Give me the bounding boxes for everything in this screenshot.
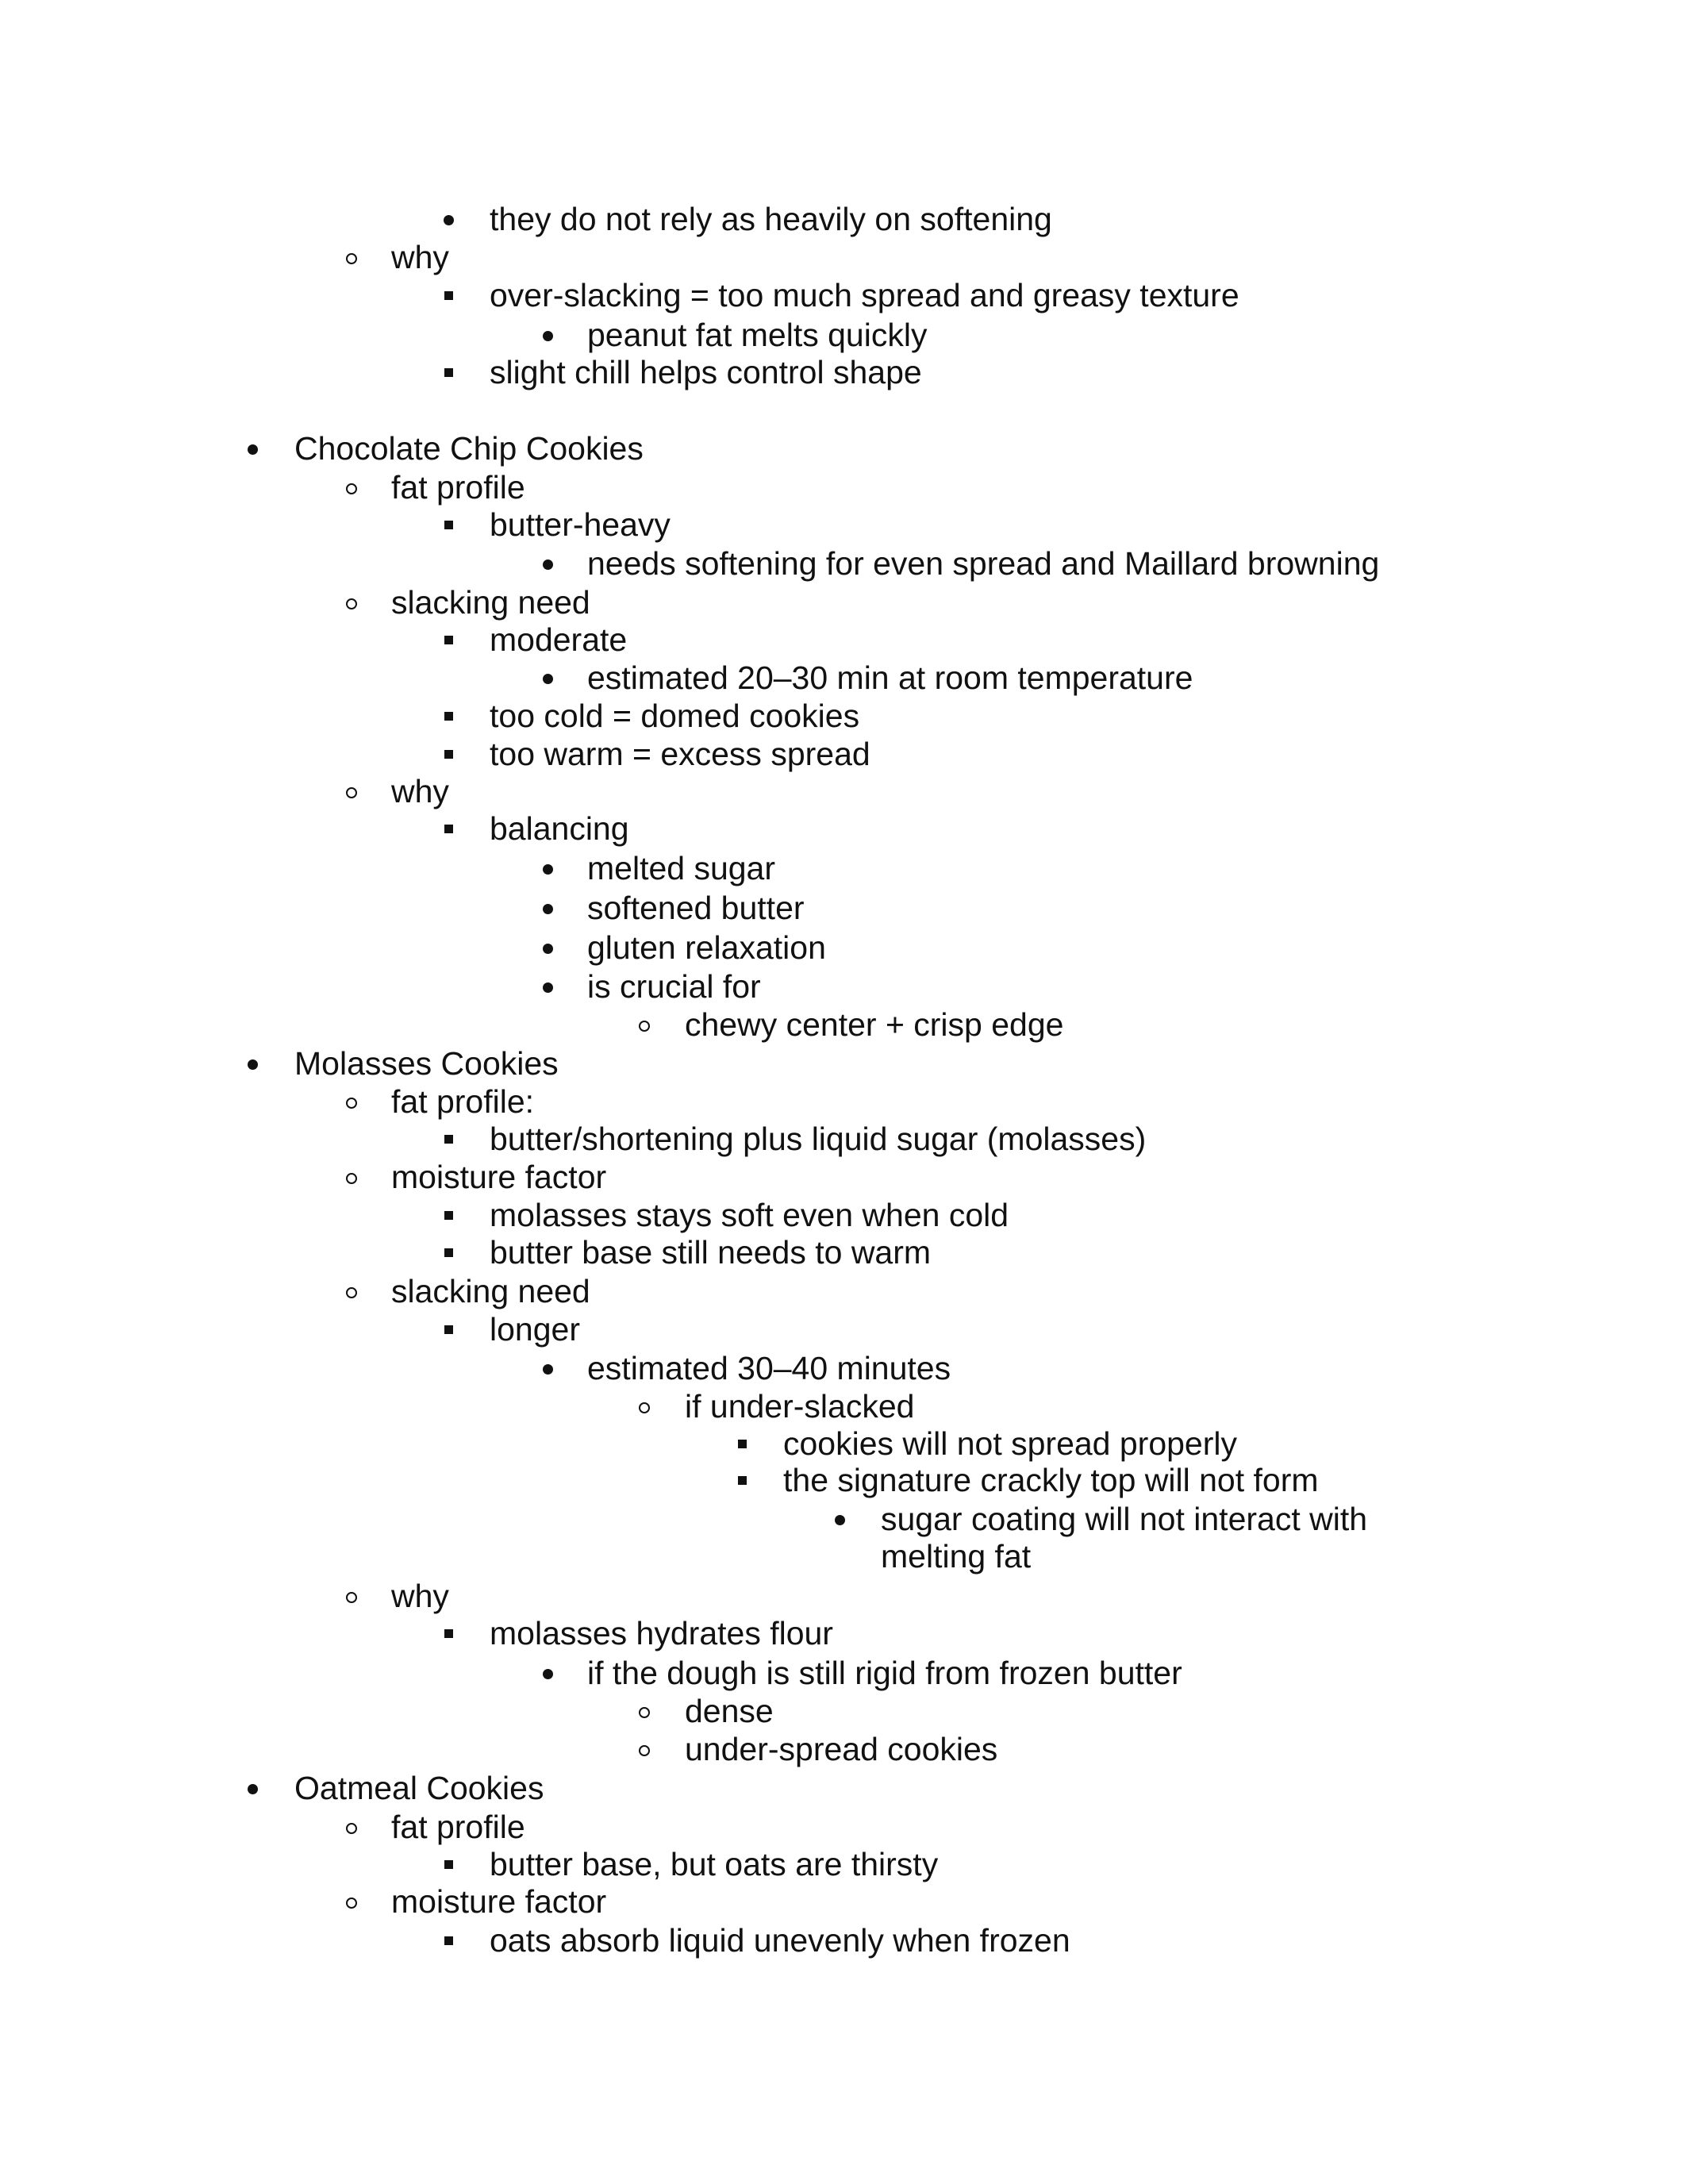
bullet-circle-icon xyxy=(628,1005,660,1044)
list-item: is crucial for xyxy=(587,968,761,1005)
list-item: slight chill helps control shape xyxy=(490,354,922,390)
bullet-square-icon xyxy=(432,809,464,848)
list-item: fat profile xyxy=(391,469,525,506)
list-item: butter/shortening plus liquid sugar (molasses) xyxy=(490,1121,1147,1157)
bullet-circle-icon xyxy=(336,238,367,276)
list-item: oats absorb liquid unevenly when frozen xyxy=(490,1922,1070,1959)
list-item: balancing xyxy=(490,810,629,847)
list-item: estimated 20–30 min at room temperature xyxy=(587,659,1193,696)
bullet-square-icon xyxy=(432,1614,464,1652)
bullet-circle-icon xyxy=(336,1808,367,1846)
list-item: softened butter xyxy=(587,890,805,926)
list-item: why xyxy=(391,239,449,275)
list-item: sugar coating will not interact with xyxy=(881,1501,1368,1537)
list-item: chewy center + crisp edge xyxy=(685,1006,1064,1043)
bullet-square-icon xyxy=(432,353,464,391)
list-item: moderate xyxy=(490,621,628,658)
list-item: molasses stays soft even when cold xyxy=(490,1197,1009,1233)
bullet-dot-icon xyxy=(236,1769,268,1807)
list-item: cookies will not spread properly xyxy=(783,1425,1237,1462)
list-item: peanut fat melts quickly xyxy=(587,317,928,353)
bullet-square-icon xyxy=(432,506,464,544)
list-item: too warm = excess spread xyxy=(490,736,870,772)
bullet-square-icon xyxy=(432,621,464,659)
bullet-dot-icon xyxy=(532,889,563,927)
list-item: melting fat xyxy=(881,1538,1032,1575)
bullet-circle-icon xyxy=(336,583,367,621)
list-item: if the dough is still rigid from frozen butter xyxy=(587,1655,1182,1691)
bullet-circle-icon xyxy=(336,1577,367,1615)
list-item: Molasses Cookies xyxy=(294,1045,559,1082)
bullet-square-icon xyxy=(432,1921,464,1959)
list-item: butter-heavy xyxy=(490,506,671,543)
list-item: why xyxy=(391,1578,449,1614)
bullet-circle-icon xyxy=(628,1692,660,1730)
list-item: over-slacking = too much spread and greasy texture xyxy=(490,277,1239,313)
bullet-dot-icon xyxy=(824,1500,855,1538)
list-item: slacking need xyxy=(391,1273,590,1309)
bullet-dot-icon xyxy=(432,200,464,238)
bullet-circle-icon xyxy=(336,1882,367,1921)
list-item: gluten relaxation xyxy=(587,929,826,966)
bullet-square-icon xyxy=(432,735,464,773)
list-item: under-spread cookies xyxy=(685,1731,998,1767)
bullet-circle-icon xyxy=(628,1730,660,1768)
bullet-dot-icon xyxy=(532,967,563,1005)
bullet-square-icon xyxy=(432,1120,464,1158)
list-item: fat profile: xyxy=(391,1083,535,1120)
bullet-dot-icon xyxy=(236,429,268,467)
list-item: they do not rely as heavily on softening xyxy=(490,201,1052,237)
bullet-dot-icon xyxy=(532,316,563,354)
bullet-square-icon xyxy=(432,276,464,314)
list-item: why xyxy=(391,773,449,809)
bullet-circle-icon xyxy=(628,1387,660,1425)
list-item: if under-slacked xyxy=(685,1388,915,1425)
bullet-circle-icon xyxy=(336,1272,367,1310)
list-item: dense xyxy=(685,1693,774,1729)
bullet-dot-icon xyxy=(532,659,563,697)
bullet-square-icon xyxy=(726,1425,758,1463)
list-item: fat profile xyxy=(391,1809,525,1845)
bullet-square-icon xyxy=(432,697,464,735)
list-item: butter base, but oats are thirsty xyxy=(490,1846,939,1882)
bullet-dot-icon xyxy=(532,544,563,583)
bullet-circle-icon xyxy=(336,1158,367,1196)
bullet-square-icon xyxy=(432,1845,464,1883)
list-item: the signature crackly top will not form xyxy=(783,1462,1319,1498)
list-item: needs softening for even spread and Maillard browning xyxy=(587,545,1380,582)
bullet-dot-icon xyxy=(532,929,563,967)
list-item: Oatmeal Cookies xyxy=(294,1770,544,1806)
bullet-circle-icon xyxy=(336,468,367,506)
list-item: Chocolate Chip Cookies xyxy=(294,430,644,467)
list-item: slacking need xyxy=(391,584,590,621)
bullet-square-icon xyxy=(432,1196,464,1234)
bullet-square-icon xyxy=(432,1233,464,1271)
bullet-dot-icon xyxy=(532,1349,563,1387)
bullet-square-icon xyxy=(432,1310,464,1348)
bullet-square-icon xyxy=(726,1461,758,1499)
list-item: molasses hydrates flour xyxy=(490,1615,833,1651)
bullet-dot-icon xyxy=(532,1654,563,1692)
list-item: moisture factor xyxy=(391,1159,607,1195)
list-item: too cold = domed cookies xyxy=(490,698,860,734)
list-item: estimated 30–40 minutes xyxy=(587,1350,951,1386)
bullet-dot-icon xyxy=(532,849,563,887)
list-item: melted sugar xyxy=(587,850,776,886)
bullet-dot-icon xyxy=(236,1044,268,1082)
bullet-circle-icon xyxy=(336,772,367,810)
list-item: moisture factor xyxy=(391,1883,607,1920)
list-item: longer xyxy=(490,1311,580,1348)
list-item: butter base still needs to warm xyxy=(490,1234,932,1271)
bullet-circle-icon xyxy=(336,1082,367,1121)
